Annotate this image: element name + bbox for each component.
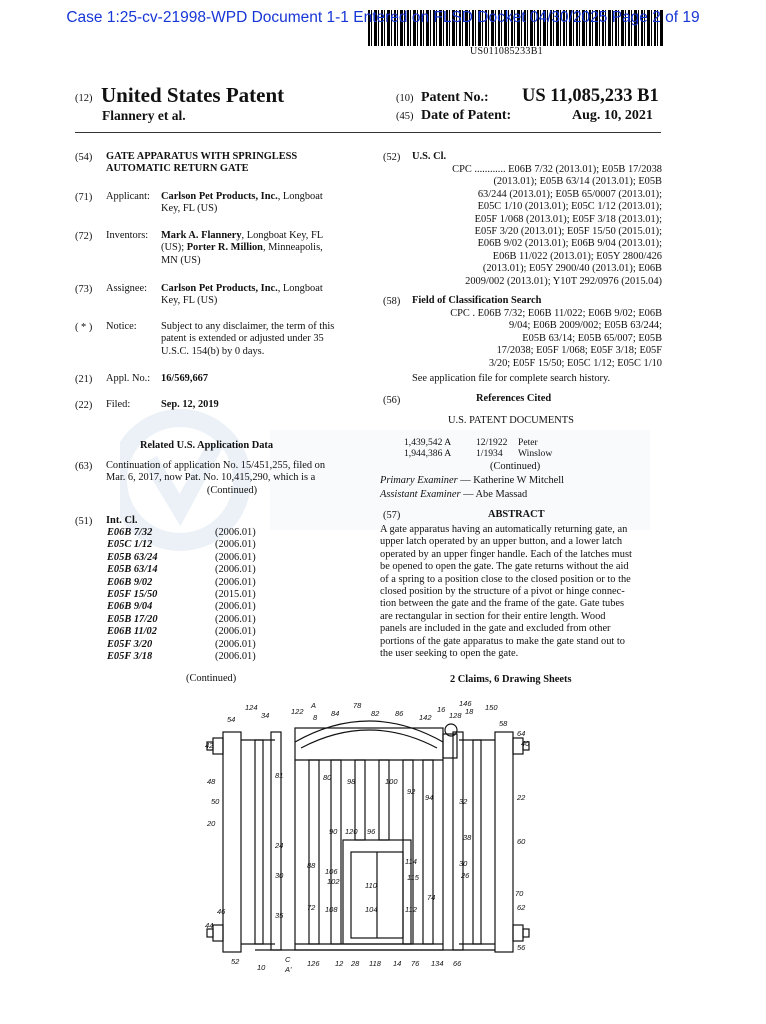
svg-text:98: 98	[347, 777, 356, 786]
reference-row: 1,944,386 A 1/1934 Winslow	[404, 448, 553, 459]
us-cl-lines: CPC ............ E06B 7/32 (2013.01); E05B 17/2038 (2013.01); E05B 63/14 (2013.01); E05B 63/244 (2013.01); E05B 65/0007 (2013.01); E05C 1/10 (2013.01); E05C 1/12 (2013.01); E05F 1/068 (2013.01); E05F 3/18 (2013.01); E05F 3/20 (2013.01); E05F 15/50 (2015.01); E06B 9/02 (2013.01); E06B 9/04 (2013.01); E06B 11/022 (2013.01); E05Y 2800/426 (2013.01); E05Y 2900/40 (2013.01); E06B 2009/002 (2013.01); Y10T 292/0976 (2015.04)	[452, 164, 662, 287]
court-header-stamp: Case 1:25-cv-21998-WPD Document 1-1 Entered on FLSD Docket 04/30/2025 Page 2 of 19	[66, 9, 700, 26]
svg-text:60: 60	[517, 837, 526, 846]
int-cl-list	[107, 527, 357, 663]
svg-text:8: 8	[313, 713, 318, 722]
svg-text:90: 90	[329, 827, 338, 836]
int-cl-row: E05B 63/14 (2006.01)	[107, 564, 256, 576]
svg-text:104: 104	[365, 905, 378, 914]
code-57: (57)	[383, 510, 401, 521]
svg-text:100: 100	[385, 777, 398, 786]
inventors-short: Flannery et al.	[102, 108, 186, 123]
references-list	[404, 437, 552, 459]
code-63: (63)	[75, 461, 93, 472]
continuation-text: Continuation of application No. 15/451,255, filed on Mar. 6, 2017, now Pat. No. 10,415,290, which is a (Continued)	[106, 460, 326, 496]
inventors-label: Inventors:	[106, 230, 149, 241]
int-cl-row: E05F 3/20 (2006.01)	[107, 638, 256, 650]
svg-text:35: 35	[275, 911, 284, 920]
svg-text:56: 56	[517, 943, 526, 952]
svg-text:64: 64	[517, 729, 526, 738]
int-cl-row: E05F 15/50 (2015.01)	[107, 589, 256, 601]
patent-type-title: United States Patent	[101, 83, 285, 107]
svg-text:16: 16	[437, 705, 446, 714]
svg-text:24: 24	[275, 841, 284, 850]
int-cl-label: Int. Cl.	[106, 515, 138, 526]
svg-text:46: 46	[217, 907, 226, 916]
svg-text:114: 114	[405, 857, 417, 866]
svg-text:126: 126	[307, 959, 320, 968]
svg-text:14: 14	[393, 959, 402, 968]
svg-text:82: 82	[371, 709, 380, 718]
field-search-label: Field of Classification Search	[412, 295, 542, 306]
svg-text:12: 12	[335, 959, 344, 968]
svg-text:74: 74	[427, 893, 436, 902]
notice-value: Subject to any disclaimer, the term of this patent is extended or adjusted under 35 U.S.C. 154(b) by 0 days.	[161, 321, 335, 357]
svg-text:20: 20	[207, 819, 216, 828]
references-continued: (Continued)	[490, 461, 541, 472]
svg-text:C: C	[285, 955, 291, 964]
svg-text:30: 30	[459, 859, 468, 868]
search-history-note: See application file for complete search history.	[412, 373, 611, 384]
applicant-value: Carlson Pet Products, Inc., Longboat Key, FL (US)	[161, 191, 323, 215]
code-51: (51)	[75, 516, 93, 527]
related-data-title: Related U.S. Application Data	[140, 440, 274, 451]
header-rule	[75, 132, 661, 133]
svg-text:52: 52	[231, 957, 240, 966]
svg-text:48: 48	[207, 777, 216, 786]
svg-text:38: 38	[463, 833, 472, 842]
references-label: References Cited	[476, 393, 552, 404]
code-71: (71)	[75, 192, 93, 203]
int-cl-row: E05C 1/12 (2006.01)	[107, 539, 256, 551]
svg-text:54: 54	[227, 715, 236, 724]
filed-value: Sep. 12, 2019	[161, 399, 219, 410]
int-cl-continued: (Continued)	[186, 673, 237, 684]
us-patent-docs-label: U.S. PATENT DOCUMENTS	[448, 415, 574, 426]
code-45: (45)	[396, 111, 414, 122]
svg-text:92: 92	[407, 787, 416, 796]
svg-text:42: 42	[205, 741, 214, 750]
svg-text:62: 62	[517, 903, 526, 912]
code-12: (12)	[75, 93, 93, 104]
svg-text:10: 10	[257, 963, 266, 972]
publication-number: US011085233B1	[470, 46, 543, 57]
int-cl-row: E06B 11/02 (2006.01)	[107, 626, 256, 638]
patent-number: US 11,085,233 B1	[522, 86, 659, 106]
svg-text:66: 66	[453, 959, 462, 968]
svg-text:58: 58	[499, 719, 508, 728]
svg-text:70: 70	[515, 889, 524, 898]
svg-text:142: 142	[419, 713, 432, 722]
svg-text:112: 112	[405, 905, 417, 914]
svg-text:28: 28	[351, 959, 360, 968]
svg-text:30: 30	[275, 871, 284, 880]
code-56: (56)	[383, 395, 401, 406]
reference-row: 1,439,542 A 12/1922 Peter	[404, 437, 538, 448]
svg-text:18: 18	[465, 707, 474, 716]
assignee-value: Carlson Pet Products, Inc., Longboat Key, FL (US)	[161, 283, 323, 307]
code-58: (58)	[383, 296, 401, 307]
svg-text:106: 106	[325, 867, 338, 876]
svg-text:86: 86	[395, 709, 404, 718]
svg-text:22: 22	[517, 793, 526, 802]
svg-text:50: 50	[211, 797, 220, 806]
abstract-label: ABSTRACT	[488, 509, 545, 520]
gate-drawing	[195, 700, 540, 980]
patent-no-label: Patent No.:	[421, 90, 489, 105]
svg-text:102: 102	[327, 877, 340, 886]
invention-title: GATE APPARATUS WITH SPRINGLESS AUTOMATIC RETURN GATE	[106, 151, 298, 175]
int-cl-row: E06B 7/32 (2006.01)	[107, 527, 256, 538]
svg-text:26: 26	[461, 871, 470, 880]
primary-examiner: Primary Examiner — Katherine W Mitchell	[380, 475, 565, 486]
patent-date: Aug. 10, 2021	[572, 108, 653, 123]
int-cl-row: E06B 9/04 (2006.01)	[107, 601, 256, 613]
svg-text:115: 115	[407, 873, 419, 882]
svg-text:81: 81	[275, 771, 284, 780]
int-cl-row: E06B 9/02 (2006.01)	[107, 576, 256, 588]
code-54: (54)	[75, 152, 93, 163]
svg-text:118: 118	[369, 959, 381, 968]
filed-label: Filed:	[106, 399, 131, 410]
svg-text:108: 108	[325, 905, 338, 914]
svg-text:72: 72	[307, 903, 316, 912]
assistant-examiner: Assistant Examiner — Abe Massad	[380, 489, 528, 500]
code-notice: ( * )	[75, 322, 93, 333]
date-label: Date of Patent:	[421, 108, 512, 123]
svg-text:A': A'	[285, 965, 292, 974]
svg-text:44: 44	[205, 921, 214, 930]
svg-text:76: 76	[411, 959, 420, 968]
abstract-text: A gate apparatus having an automatically returning gate, an upper latch operated by an upper button, and a lower latch operated by an upper finger handle. Each of the latches must be opened to open the gate. The gate returns without the aid of a spring to a position close to the closed position or to the closed position by the structure of a pivot or hinge connec- tion between the gate and the frame of the gate. Gate tubes are rectangular in section for their entire length. Wood panels are included in the gate and excluded from other portions of the gate apparatus to make the gate stand out to the user seeking to open the gate.	[380, 524, 632, 660]
code-72: (72)	[75, 231, 93, 242]
svg-text:40: 40	[521, 739, 530, 748]
svg-text:94: 94	[425, 793, 434, 802]
int-cl-row: E05F 3/18 (2006.01)	[107, 651, 256, 663]
svg-text:32: 32	[459, 797, 468, 806]
svg-text:88: 88	[307, 861, 316, 870]
appl-no-value: 16/569,667	[161, 373, 209, 384]
applicant-label: Applicant:	[106, 191, 150, 202]
assignee-label: Assignee:	[106, 283, 147, 294]
svg-text:A: A	[311, 701, 317, 710]
svg-text:134: 134	[431, 959, 444, 968]
svg-text:110: 110	[365, 881, 377, 890]
int-cl-row: E05B 17/20 (2006.01)	[107, 613, 256, 625]
field-search-lines: CPC . E06B 7/32; E06B 11/022; E06B 9/02; E06B 9/04; E06B 2009/002; E05B 63/244; E05B 63/14; E05B 65/007; E05B 17/2038; E05F 1/068; E05F 3/18; E05F 3/20; E05F 15/50; E05C 1/12; E05C 1/10	[450, 308, 662, 369]
svg-text:150: 150	[485, 703, 498, 712]
code-52: (52)	[383, 152, 401, 163]
claims-count: 2 Claims, 6 Drawing Sheets	[450, 674, 572, 685]
svg-text:80: 80	[323, 773, 332, 782]
svg-text:34: 34	[261, 711, 270, 720]
inventors-value: Mark A. Flannery, Longboat Key, FL (US); Porter R. Million, Minneapolis, MN (US)	[161, 230, 324, 266]
svg-text:120: 120	[345, 827, 358, 836]
notice-label: Notice:	[106, 321, 137, 332]
us-cl-label: U.S. Cl.	[412, 151, 447, 162]
svg-text:78: 78	[353, 701, 362, 710]
svg-text:96: 96	[367, 827, 376, 836]
svg-text:122: 122	[291, 707, 304, 716]
code-21: (21)	[75, 374, 93, 385]
svg-text:84: 84	[331, 709, 340, 718]
code-73: (73)	[75, 284, 93, 295]
int-cl-row: E05B 63/24 (2006.01)	[107, 551, 256, 563]
svg-text:124: 124	[245, 703, 258, 712]
code-22: (22)	[75, 400, 93, 411]
svg-text:146: 146	[459, 700, 472, 708]
svg-text:128: 128	[449, 711, 462, 720]
appl-no-label: Appl. No.:	[106, 373, 151, 384]
code-10: (10)	[396, 93, 414, 104]
